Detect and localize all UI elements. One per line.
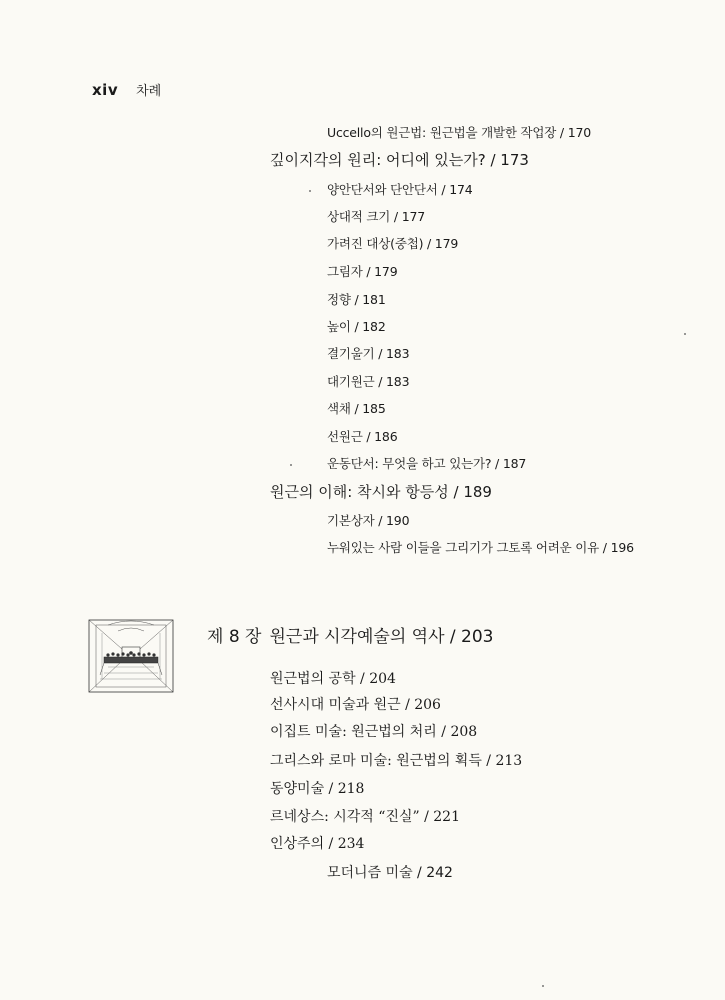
chapter-title: 원근과 시각예술의 역사 / 203 [269, 627, 494, 647]
chapter-label: 제 8 장 [207, 627, 262, 647]
toc-entry[interactable]: 상대적 크기 / 177 [327, 209, 425, 224]
toc-entry[interactable]: 모더니즘 미술 / 242 [327, 865, 453, 881]
toc-entry[interactable]: 대기원근 / 183 [327, 374, 410, 389]
toc-entry[interactable]: 높이 / 182 [327, 319, 386, 334]
toc-entry[interactable]: 원근법의 공학 / 204 [270, 671, 396, 687]
toc-entry[interactable]: 동양미술 / 218 [270, 781, 365, 797]
toc-entry[interactable]: 선사시대 미술과 원근 / 206 [270, 697, 441, 713]
toc-entry[interactable]: 기본상자 / 190 [327, 513, 410, 528]
scan-speck [309, 190, 311, 192]
page-header [92, 80, 161, 99]
toc-entry[interactable]: 이집트 미술: 원근법의 처리 / 208 [270, 724, 478, 740]
scan-speck [684, 333, 686, 335]
toc-entry[interactable]: 인상주의 / 234 [270, 836, 365, 852]
toc-entry[interactable]: 색채 / 185 [327, 401, 386, 416]
toc-section-title[interactable]: 원근의 이해: 착시와 항등성 / 189 [270, 483, 492, 501]
chapter-heading[interactable] [207, 622, 493, 647]
toc-entry[interactable]: 그림자 / 179 [327, 264, 398, 279]
scan-speck [542, 985, 544, 987]
toc-entry[interactable]: 가려진 대상(중첩) / 179 [327, 236, 459, 251]
toc-entry[interactable]: 양안단서와 단안단서 / 174 [327, 182, 473, 197]
toc-entry[interactable]: 그리스와 로마 미술: 원근법의 획득 / 213 [270, 753, 523, 769]
toc-entry[interactable]: 누워있는 사람 이들을 그리기가 그토록 어려운 이유 / 196 [327, 540, 634, 555]
running-title: 차례 [136, 84, 162, 99]
toc-entry[interactable]: 정향 / 181 [327, 292, 386, 307]
toc-entry[interactable]: Uccello의 원근법: 원근법을 개발한 작업장 / 170 [327, 125, 591, 140]
page-number: xiv [92, 81, 119, 99]
toc-entry[interactable]: 르네상스: 시각적 “진실” / 221 [270, 809, 460, 825]
toc-entry[interactable]: 선원근 / 186 [327, 429, 398, 444]
scan-speck [290, 464, 292, 466]
chapter-thumbnail-icon [88, 619, 174, 693]
toc-entry[interactable]: 결기울기 / 183 [327, 346, 410, 361]
toc-entry[interactable]: 운동단서: 무엇을 하고 있는가? / 187 [327, 456, 527, 471]
toc-section-title[interactable]: 깊이지각의 원리: 어디에 있는가? / 173 [270, 151, 529, 169]
